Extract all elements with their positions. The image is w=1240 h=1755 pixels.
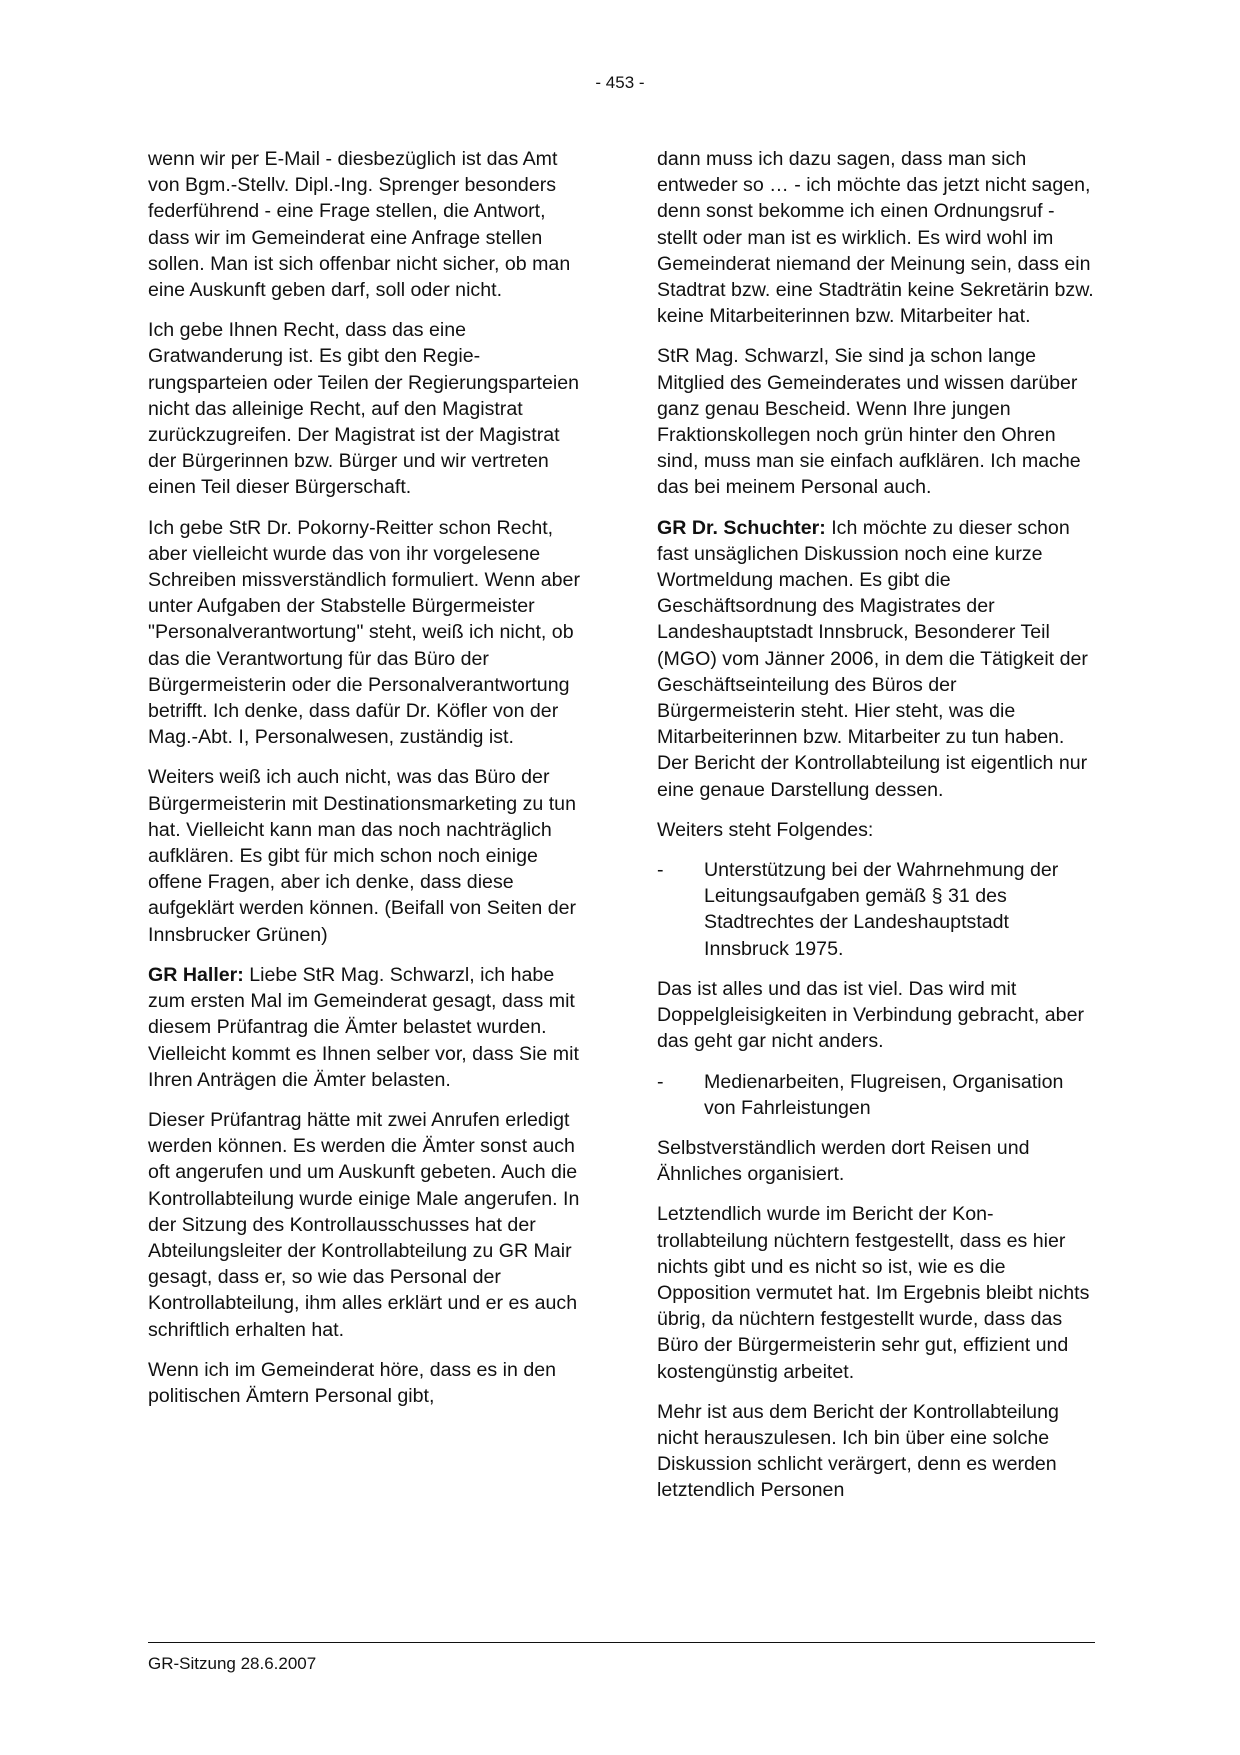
bullet-text: Unterstützung bei der Wahrnehmung der Leitungsaufgaben gemäß § 31 des Stadtrechtes der Landeshauptstadt Innsbruck 1975.: [704, 859, 1059, 960]
speaker-name: GR Haller:: [148, 963, 244, 986]
bullet-item: [657, 1069, 1097, 1121]
footer-text: GR-Sitzung 28.6.2007: [148, 1654, 317, 1673]
paragraph: Letztendlich wurde im Bericht der Kontrollabteilung nüchtern festgestellt, dass es hier nichts gibt und es nicht so ist, wie es die Opposition vermutet hat. Im Ergebnis bleibt nichts übrig, da nüchtern festgestellt wurde, dass das Büro der Bürgermeisterin sehr gut, effizient und kostengünstig arbeitet.: [657, 1203, 1090, 1383]
paragraph: Selbstverständlich werden dort Reisen und Ähnliches organisiert.: [657, 1136, 1030, 1186]
footer-divider: [148, 1642, 1095, 1643]
paragraph: Ich gebe StR Dr. Pokorny-Reitter schon Recht, aber vielleicht wurde das von ihr vorgelesene Schreiben missverständlich formuliert. Wenn aber unter Aufgaben der Stabstelle Bürgermeister "Personalverantwortung" steht, weiß ich nicht, ob das die Verantwortung für das Büro der Bürgermeisterin oder die Personalverantwortung betrifft. Ich denke, dass dafür Dr. Köfler von der Mag.-Abt. I, Personalwesen, zuständig ist.: [148, 516, 580, 749]
bullet-dash: -: [657, 1070, 664, 1093]
bullet-item: [657, 857, 1097, 962]
paragraph: Weiters weiß ich auch nicht, was das Büro der Bürgermeisterin mit Destinationsmarketing zu tun hat. Vielleicht kann man das noch nachträglich aufklären. Es gibt für mich schon noch einige offene Fragen, aber ich denke, dass diese aufgeklärt werden können. (Beifall von Seiten der Innsbrucker Grünen): [148, 766, 577, 946]
paragraph: Ich gebe Ihnen Recht, dass das eine Gratwanderung ist. Es gibt den Regierungsparteien oder Teilen der Regierungsparteien nicht das alleinige Recht, auf den Magistrat zurückzugreifen. Der Magistrat ist der Magistrat der Bürgerinnen bzw. Bürger und wir vertreten einen Teil dieser Bürgerschaft.: [148, 319, 579, 499]
right-column: [657, 146, 1097, 1518]
bullet-dash: -: [657, 859, 664, 882]
speaker-name: GR Dr. Schuchter:: [657, 516, 826, 539]
paragraph: dann muss ich dazu sagen, dass man sich entweder so … - ich möchte das jetzt nicht sagen, denn sonst bekomme ich einen Ordnungsruf - stellt oder man ist es wirklich. Es wird wohl im Gemeinderat niemand der Meinung sein, dass ein Stadtrat bzw. eine Stadträtin keine Sekretärin bzw. keine Mitarbeiterinnen bzw. Mitarbeiter hat.: [657, 148, 1094, 328]
paragraph: Wenn ich im Gemeinderat höre, dass es in den politischen Ämtern Personal gibt,: [148, 1358, 557, 1407]
paragraph: Mehr ist aus dem Bericht der Kontrollabteilung nicht herauszulesen. Ich bin über eine solche Diskussion schlicht verärgert, denn es werden letztendlich Personen: [657, 1400, 1059, 1502]
speech-text: Ich möchte zu dieser schon fast unsäglichen Diskussion noch eine kurze Wortmeldung machen. Es gibt die Geschäftsordnung des Magistrates der Landeshauptstadt Innsbruck, Besonderer Teil (MGO) vom Jänner 2006, in dem die Tätigkeit der Geschäftseinteilung des Büros der Bürgermeisterin steht. Hier steht, was die Mitarbeiterinnen bzw. Mitarbeiter zu tun haben. Der Bericht der Kontrollabteilung ist eigentlich nur eine genaue Darstellung dessen.: [657, 516, 1088, 801]
paragraph: Dieser Prüfantrag hätte mit zwei Anrufen erledigt werden können. Es werden die Ämter sonst auch oft angerufen und um Auskunft gebeten. Auch die Kontrollabteilung wurde einige Male angerufen. In der Sitzung des Kontrollausschusses hat der Abteilungsleiter der Kontrollabteilung zu GR Mair gesagt, dass er, so wie das Personal der Kontrollabteilung, ihm alles erklärt und er es auch schriftlich erhalten hat.: [148, 1108, 580, 1341]
speech-paragraph: [657, 515, 1097, 803]
page-number: - 453 -: [595, 73, 645, 92]
paragraph: StR Mag. Schwarzl, Sie sind ja schon lange Mitglied des Gemeinderates und wissen darüber ganz genau Bescheid. Wenn Ihre jungen Fraktionskollegen noch grün hinter den Ohren sind, muss man sie einfach aufklären. Ich mache das bei meinem Personal auch.: [657, 345, 1081, 499]
speech-paragraph: [148, 962, 588, 1093]
paragraph: wenn wir per E-Mail - diesbezüglich ist das Amt von Bgm.-Stellv. Dipl.-Ing. Sprenger besonders federführend - eine Frage stellen, die Antwort, dass wir im Gemeinderat eine Anfrage stellen sollen. Man ist sich offenbar nicht sicher, ob man eine Auskunft geben darf, soll oder nicht.: [148, 148, 571, 302]
bullet-text: Medienarbeiten, Flugreisen, Organisation von Fahrleistungen: [704, 1070, 1064, 1119]
speech-text: Liebe StR Mag. Schwarzl, ich habe zum ersten Mal im Gemeinderat gesagt, dass mit diesem Prüfantrag die Ämter belastet wurden. Vielleicht kommt es Ihnen selber vor, dass Sie mit Ihren Anträgen die Ämter belasten.: [148, 963, 579, 1091]
paragraph: Weiters steht Folgendes:: [657, 818, 874, 841]
paragraph: Das ist alles und das ist viel. Das wird mit Doppelgleisigkeiten in Verbindung gebracht, aber das geht gar nicht anders.: [657, 977, 1085, 1053]
left-column: [148, 146, 588, 1423]
